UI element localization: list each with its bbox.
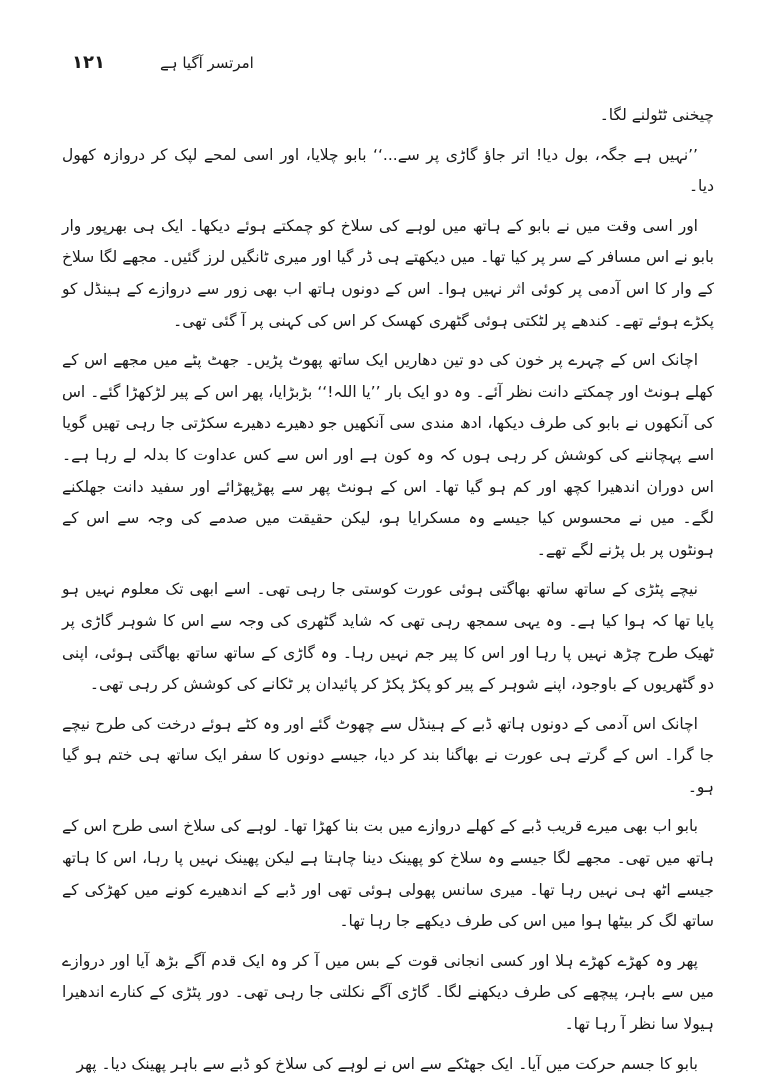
paragraph: بابو کا جسم حرکت میں آیا۔ ایک جھٹکے سے اس نے لوہے کی سلاخ کو ڈبے سے باہر پھینک دیا۔ پھر <box>76 1054 698 1073</box>
body-text <box>62 100 714 1088</box>
paragraph: اور اسی وقت میں نے بابو کے ہاتھ میں لوہے کی سلاخ کو چمکتے ہوئے دیکھا۔ ایک ہی بھرپور وار بابو نے اس مسافر کے سر پر کیا تھا۔ میں دیکھتے ہی ڈر گیا اور میری ٹانگیں لرز گئیں۔ مجھے لگا سلاخ کے وار کا اس آدمی پر کوئی اثر نہیں ہوا۔ اس کے دونوں ہاتھ اب بھی زور سے دروازے کے ہینڈل کو پکڑے ہوئے تھے۔ کندھے پر لٹکتی ہوئی گٹھری کھسک کر اس کی کہنی پر آ گئی تھی۔ <box>62 216 714 330</box>
running-title: امرتسر آگیا ہے <box>160 54 254 72</box>
paragraph: پھر وہ کھڑے کھڑے ہلا اور کسی انجانی قوت کے بس میں آ کر وہ ایک قدم آگے بڑھ آیا اور دروازے میں سے باہر، پیچھے کی طرف دیکھنے لگا۔ گاڑی آگے نکلتی جا رہی تھی۔ دور پٹڑی کے کنارے اندھیرا ہیولا سا نظر آ رہا تھا۔ <box>62 951 714 1034</box>
paragraph: اچانک اس کے چہرے پر خون کی دو تین دھاریں ایک ساتھ پھوٹ پڑیں۔ جھٹ پٹے میں مجھے اس کے کھلے ہونٹ اور چمکتے دانت نظر آئے۔ وہ دو ایک بار ’’یا اللہ!‘‘ بڑبڑایا، پھر اس کے پیر لڑکھڑا گئے۔ اس کی آنکھوں نے بابو کی طرف دیکھا، ادھ مندی سی آنکھیں جو دھیرے دھیرے سکڑتی جا رہی تھیں گویا اسے پہچاننے کی کوشش کر رہی ہوں کہ وہ کون ہے اور اس سے کس عداوت کا بدلہ لے رہا ہے۔ اس دوران اندھیرا کچھ اور کم ہو گیا تھا۔ اس کے ہونٹ پھر سے پھڑپھڑائے اور سفید دانت جھلکنے لگے۔ میں نے محسوس کیا جیسے وہ مسکرایا ہو، لیکن حقیقت میں صدمے کی وجہ سے اس کے ہونٹوں پر بل پڑنے لگے تھے۔ <box>62 351 714 559</box>
paragraph: اچانک اس آدمی کے دونوں ہاتھ ڈبے کے ہینڈل سے چھوٹ گئے اور وہ کٹے ہوئے درخت کی طرح نیچے جا گرا۔ اس کے گرتے ہی عورت نے بھاگنا بند کر دیا، جیسے دونوں کا سفر ایک ساتھ ہی ختم ہو گیا ہو۔ <box>62 714 714 796</box>
paragraph: ’’نہیں ہے جگہ، بول دیا! اتر جاؤ گاڑی پر سے...‘‘ بابو چلایا، اور اسی لمحے لپک کر دروازہ کھول دیا۔ <box>62 145 714 196</box>
paragraph: چیخنی ٹٹولنے لگا۔ <box>599 106 714 124</box>
paragraph: بابو اب بھی میرے قریب ڈبے کے کھلے دروازے میں بت بنا کھڑا تھا۔ لوہے کی سلاخ اسی طرح اس کے ہاتھ میں تھی۔ مجھے لگا جیسے وہ سلاخ کو پھینک دینا چاہتا ہے لیکن پھینک نہیں پا رہا، اس کا ہاتھ جیسے اٹھ ہی نہیں رہا تھا۔ میری سانس پھولی ہوئی تھی اور ڈبے کے اندھیرے کونے میں کھڑکی کے ساتھ لگ کر بیٹھا ہوا میں اس کی طرف دیکھے جا رہا تھا۔ <box>62 817 714 931</box>
page-number: ١٢١ <box>72 52 105 73</box>
page-header <box>60 50 701 80</box>
paragraph: نیچے پٹڑی کے ساتھ ساتھ بھاگتی ہوئی عورت کوستی جا رہی تھی۔ اسے ابھی تک معلوم نہیں ہو پایا تھا کہ ہوا کیا ہے۔ وہ یہی سمجھ رہی تھی کہ شاید گٹھری کی وجہ سے اس کا شوہر گاڑی پر ٹھیک طرح چڑھ نہیں پا رہا اور اس کا پیر جم نہیں رہا۔ وہ گاڑی کے ساتھ ساتھ بھاگتی ہوئی، اپنی دو گٹھریوں کے باوجود، اپنے شوہر کے پیر کو پکڑ پکڑ کر پائیدان پر ٹکانے کی کوشش کر رہی تھی۔ <box>62 580 714 694</box>
